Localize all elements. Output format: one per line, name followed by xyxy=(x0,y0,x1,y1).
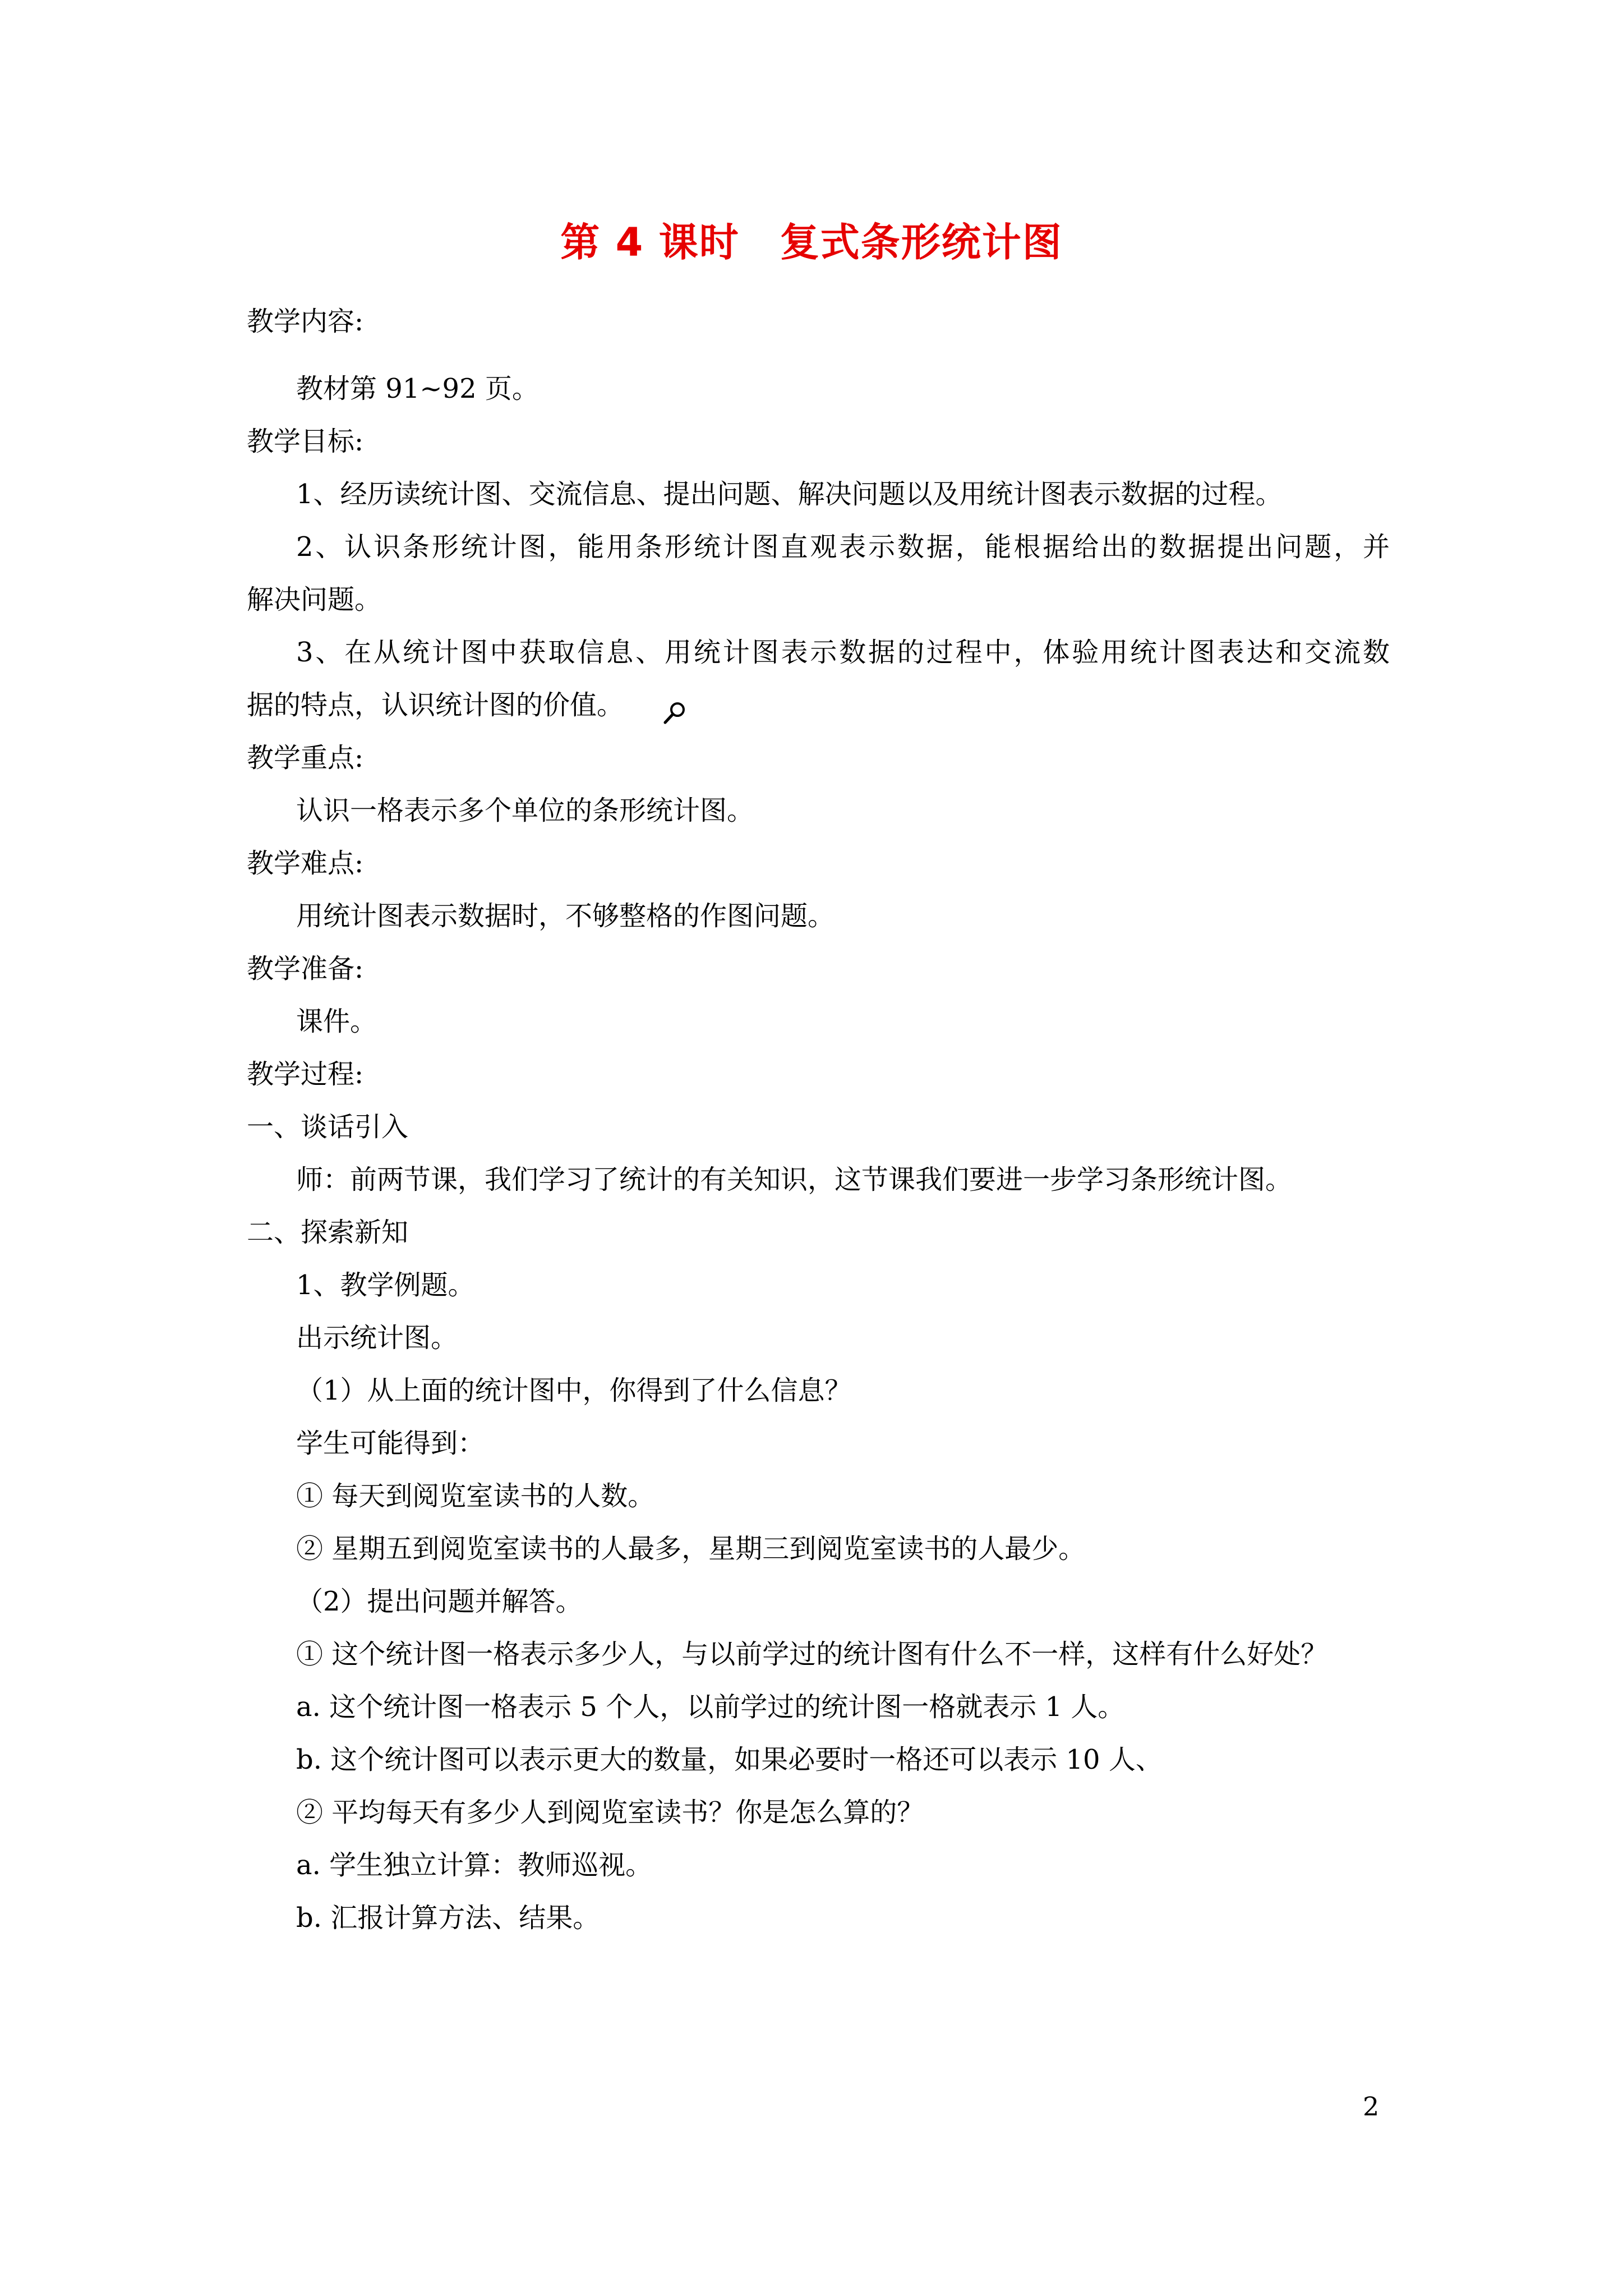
goal-3-line-2: 据的特点，认识统计图的价值。 xyxy=(247,689,624,721)
part-2-heading: 二、探索新知 xyxy=(247,1217,409,1248)
page-number: 2 xyxy=(1363,2091,1380,2122)
question-1-answer-2: ② 星期五到阅览室读书的人最多，星期三到阅览室读书的人最少。 xyxy=(296,1533,1086,1565)
question-1: （1）从上面的统计图中，你得到了什么信息？ xyxy=(296,1375,852,1406)
page-title: 第 4 课时 复式条形统计图 xyxy=(560,219,1063,265)
search-icon xyxy=(662,700,688,726)
part-1-text: 师：前两节课，我们学习了统计的有关知识，这节课我们要进一步学习条形统计图。 xyxy=(296,1164,1293,1195)
process-label: 教学过程: xyxy=(247,1059,364,1090)
goal-2-line-1: 2、认识条形统计图，能用条形统计图直观表示数据，能根据给出的数据提出问题，并 xyxy=(296,531,1390,563)
content-label: 教学内容: xyxy=(247,306,364,337)
step-1-show: 出示统计图。 xyxy=(296,1322,458,1354)
goal-3-line-1: 3、在从统计图中获取信息、用统计图表示数据的过程中，体验用统计图表达和交流数 xyxy=(296,637,1390,668)
question-2-item-1: ① 这个统计图一格表示多少人，与以前学过的统计图有什么不一样，这样有什么好处？ xyxy=(296,1639,1328,1670)
part-1-heading: 一、谈话引入 xyxy=(247,1111,409,1143)
goal-label: 教学目标: xyxy=(247,426,364,457)
key-label: 教学重点: xyxy=(247,742,364,774)
difficulty-label: 教学难点: xyxy=(247,848,364,879)
question-2: （2）提出问题并解答。 xyxy=(296,1586,583,1617)
goal-2-line-2: 解决问题。 xyxy=(247,584,382,615)
difficulty-text: 用统计图表示数据时，不够整格的作图问题。 xyxy=(296,900,835,932)
question-2-item-1b: b. 这个统计图可以表示更大的数量，如果必要时一格还可以表示 10 人、 xyxy=(296,1744,1163,1775)
question-2-item-1a: a. 这个统计图一格表示 5 个人，以前学过的统计图一格就表示 1 人。 xyxy=(296,1691,1125,1723)
content-text: 教材第 91~92 页。 xyxy=(296,373,539,404)
question-2-item-2a: a. 学生独立计算：教师巡视。 xyxy=(296,1849,653,1881)
question-1-answer-1: ① 每天到阅览室读书的人数。 xyxy=(296,1480,655,1512)
goal-1: 1、经历读统计图、交流信息、提出问题、解决问题以及用统计图表示数据的过程。 xyxy=(296,478,1283,510)
key-text: 认识一格表示多个单位的条形统计图。 xyxy=(296,795,754,826)
prep-label: 教学准备: xyxy=(247,953,364,984)
question-2-item-2: ② 平均每天有多少人到阅览室读书？你是怎么算的？ xyxy=(296,1797,924,1828)
question-1-intro: 学生可能得到： xyxy=(296,1428,485,1459)
question-2-item-2b: b. 汇报计算方法、结果。 xyxy=(296,1902,600,1934)
step-1: 1、教学例题。 xyxy=(296,1269,475,1301)
prep-text: 课件。 xyxy=(296,1006,377,1037)
